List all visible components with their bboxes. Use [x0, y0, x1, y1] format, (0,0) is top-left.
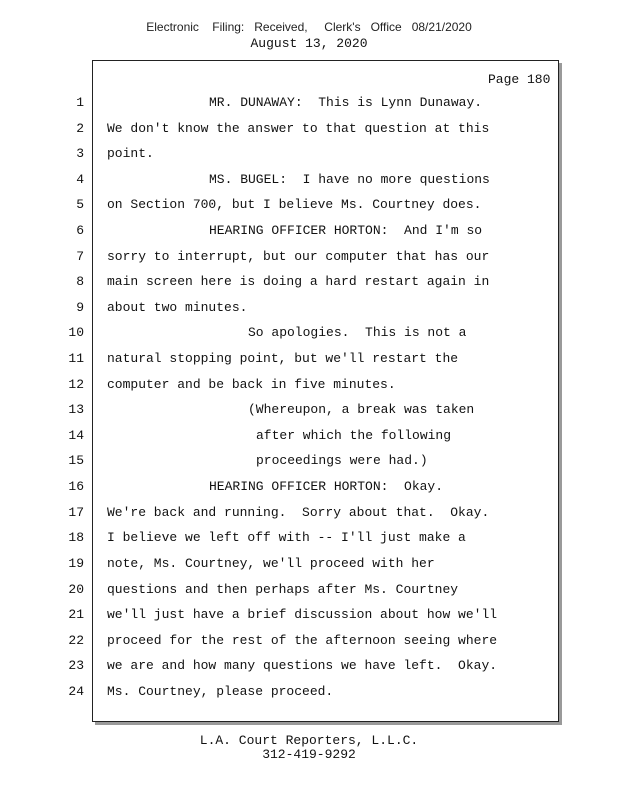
- line-text: on Section 700, but I believe Ms. Courtney does.: [107, 197, 482, 212]
- line-text: Ms. Courtney, please proceed.: [107, 684, 334, 699]
- line-text: HEARING OFFICER HORTON: And I'm so: [209, 223, 483, 238]
- line-text: proceedings were had.): [256, 453, 428, 468]
- line-number: 17: [68, 505, 84, 520]
- line-number: 16: [68, 479, 84, 494]
- line-number: 14: [68, 428, 84, 443]
- line-number: 5: [76, 197, 84, 212]
- line-text: we are and how many questions we have left. Okay.: [107, 658, 498, 673]
- line-number: 20: [68, 582, 84, 597]
- line-number: 8: [76, 274, 84, 289]
- line-text: questions and then perhaps after Ms. Courtney: [107, 582, 459, 597]
- line-number: 11: [68, 351, 84, 366]
- line-number: 24: [68, 684, 84, 699]
- line-text: (Whereupon, a break was taken: [248, 402, 475, 417]
- line-number: 10: [68, 325, 84, 340]
- line-text: HEARING OFFICER HORTON: Okay.: [209, 479, 444, 494]
- line-number: 2: [76, 121, 84, 136]
- line-number: 22: [68, 633, 84, 648]
- line-number: 15: [68, 453, 84, 468]
- line-number: 3: [76, 146, 84, 161]
- line-text: after which the following: [256, 428, 452, 443]
- line-text: proceed for the rest of the afternoon seeing where: [107, 633, 498, 648]
- line-text: natural stopping point, but we'll restart the: [107, 351, 459, 366]
- reporter-company: L.A. Court Reporters, L.L.C.: [199, 733, 419, 748]
- line-number: 4: [76, 172, 84, 187]
- line-number: 12: [68, 377, 84, 392]
- line-number: 6: [76, 223, 84, 238]
- line-text: So apologies. This is not a: [248, 325, 467, 340]
- filing-stamp: Electronic Filing: Received, Clerk's Office 08/21/2020: [146, 20, 472, 34]
- line-text: point.: [107, 146, 154, 161]
- line-text: about two minutes.: [107, 300, 248, 315]
- page-number: Page 180: [488, 72, 551, 87]
- line-number: 21: [68, 607, 84, 622]
- line-text: MR. DUNAWAY: This is Lynn Dunaway.: [209, 95, 483, 110]
- line-number: 23: [68, 658, 84, 673]
- hearing-date: August 13, 2020: [250, 36, 368, 51]
- line-text: we'll just have a brief discussion about how we'll: [107, 607, 498, 622]
- line-text: computer and be back in five minutes.: [107, 377, 396, 392]
- line-number: 13: [68, 402, 84, 417]
- line-text: We're back and running. Sorry about that. Okay.: [107, 505, 490, 520]
- line-number: 7: [76, 249, 84, 264]
- line-number: 18: [68, 530, 84, 545]
- line-number: 19: [68, 556, 84, 571]
- line-number: 1: [76, 95, 84, 110]
- line-text: MS. BUGEL: I have no more questions: [209, 172, 490, 187]
- line-text: sorry to interrupt, but our computer that has our: [107, 249, 490, 264]
- line-text: We don't know the answer to that question at this: [107, 121, 490, 136]
- line-text: I believe we left off with -- I'll just make a: [107, 530, 466, 545]
- reporter-phone: 312-419-9292: [262, 747, 356, 762]
- line-number: 9: [76, 300, 84, 315]
- line-text: main screen here is doing a hard restart again in: [107, 274, 490, 289]
- line-text: note, Ms. Courtney, we'll proceed with her: [107, 556, 435, 571]
